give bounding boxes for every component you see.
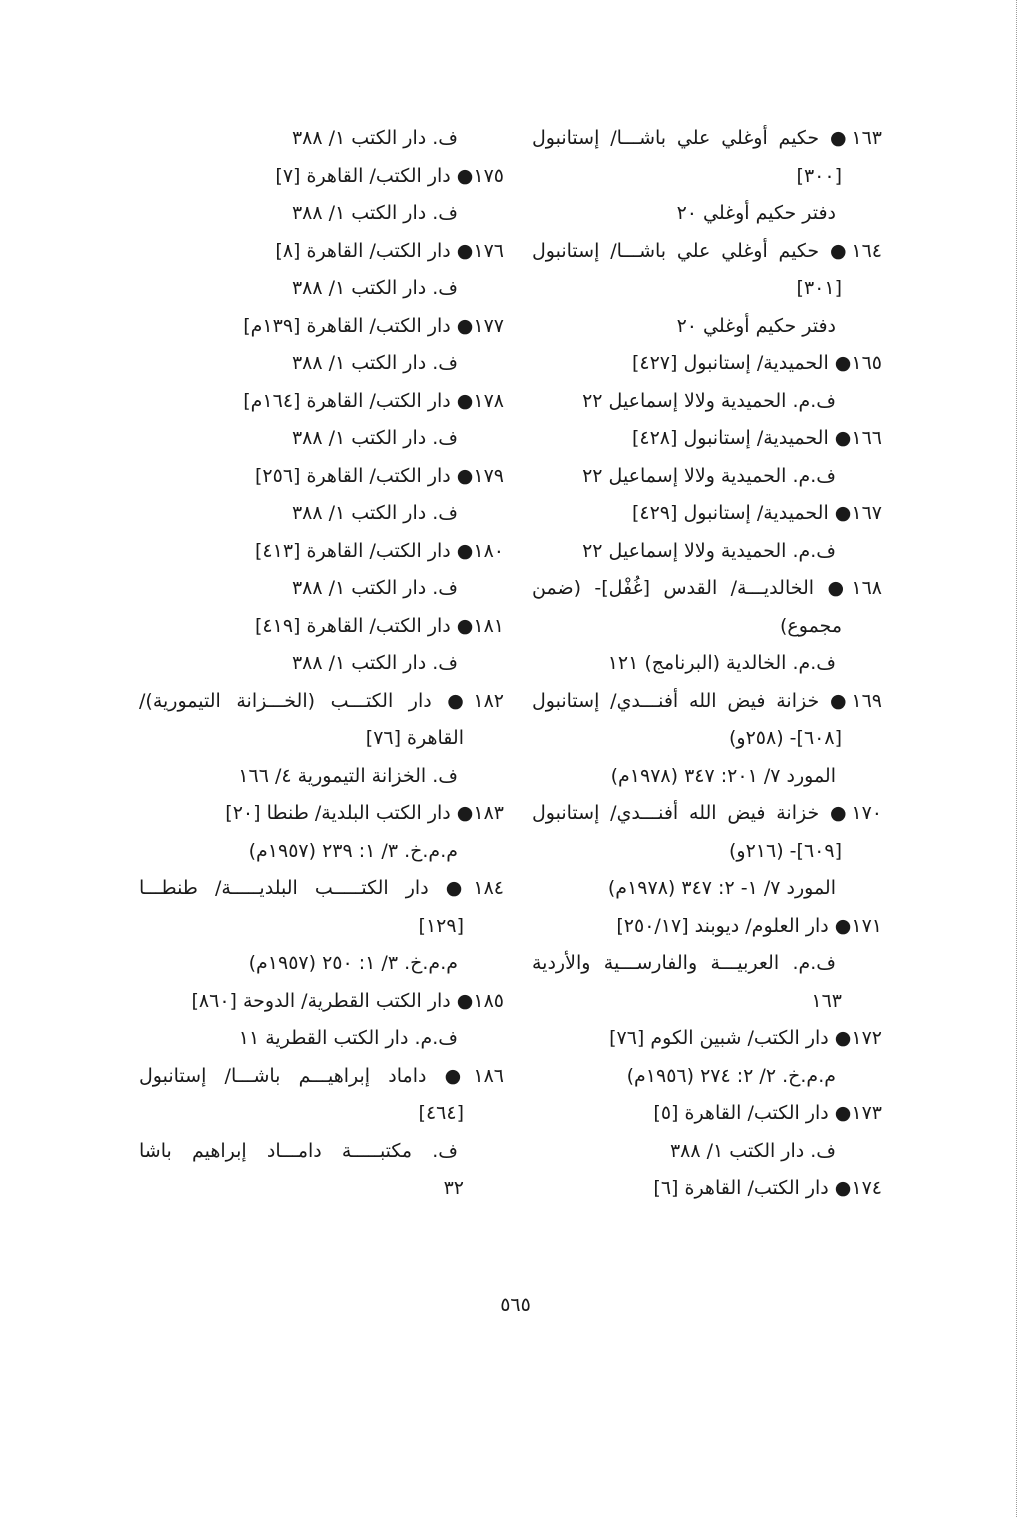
page-number: ٥٦٥ <box>500 1294 531 1316</box>
manuscript-entry: ١٦٥● الحميدية/ إستانبول [٤٢٧] <box>631 352 882 374</box>
entry-continuation: ٣٢ <box>443 1177 464 1199</box>
source-reference: ف. دار الكتب ١/ ٣٨٨ <box>291 577 458 599</box>
entry-continuation: [٣٠١] <box>796 277 842 299</box>
manuscript-entry: ١٦٤● حكيم أوغلي علي باشـــا/ إستانبول <box>532 239 882 262</box>
source-reference: ف. دار الكتب ١/ ٣٨٨ <box>291 352 458 374</box>
manuscript-entry: ١٨٢● دار الكتـــب (الخـــزانة التيمورية)/ <box>139 689 504 712</box>
entry-continuation: [٦٠٩]- (٢١٦و) <box>729 839 842 862</box>
source-reference: م.م.خ. ٣/ ١: ٢٣٩ (١٩٥٧م) <box>248 839 458 862</box>
source-reference: م.م.خ. ٣/ ١: ٢٥٠ (١٩٥٧م) <box>248 952 458 974</box>
source-reference: ف.م. الحميدية ولالا إسماعيل ٢٢ <box>582 389 836 412</box>
manuscript-entry: ١٨٦● داماد إبراهيـــم باشـــا/ إستانبول <box>139 1064 504 1087</box>
source-reference: ف.م. الخالدية (البرنامج) ١٢١ <box>607 652 836 674</box>
source-reference: ف. الخزانة التيمورية ٤/ ١٦٦ <box>238 764 458 787</box>
manuscript-entry: ١٧٨● دار الكتب/ القاهرة [١٦٤م] <box>243 389 504 412</box>
source-reference: ف. دار الكتب ١/ ٣٨٨ <box>669 1139 836 1162</box>
manuscript-entry: ١٧٢● دار الكتب/ شبين الكوم [٧٦] <box>609 1027 882 1049</box>
source-reference: ف. مكتبـــــة دامـــاد إبراهيم باشا <box>139 1139 458 1162</box>
manuscript-entry: ١٦٧● الحميدية/ إستانبول [٤٢٩] <box>631 502 882 524</box>
manuscript-entry: ١٧٠● خزانة فيض الله أفنـــدي/ إستانبول <box>532 802 882 824</box>
right-column <box>532 120 882 1208</box>
manuscript-entry: ١٦٣● حكيم أوغلي علي باشـــا/ إستانبول <box>532 127 882 149</box>
manuscript-entry: ١٧٦● دار الكتب/ القاهرة [٨] <box>275 239 504 262</box>
manuscript-entry: ١٨٣● دار الكتب البلدية/ طنطا [٢٠] <box>225 802 504 824</box>
source-reference: دفتر حكيم أوغلي ٢٠ <box>676 314 836 337</box>
manuscript-entry: ١٨٠● دار الكتب/ القاهرة [٤١٣] <box>254 539 504 562</box>
manuscript-entry: ١٨١● دار الكتب/ القاهرة [٤١٩] <box>254 614 504 637</box>
source-reference: دفتر حكيم أوغلي ٢٠ <box>676 202 836 224</box>
page-edge-line <box>1016 0 1017 1517</box>
source-reference: المورد ٧/ ١- ٢: ٣٤٧ (١٩٧٨م) <box>607 877 836 899</box>
source-reference: ف.م. الحميدية ولالا إسماعيل ٢٢ <box>582 539 836 562</box>
entry-continuation: [١٢٩] <box>418 914 464 937</box>
entry-continuation: [٦٠٨]- (٢٥٨و) <box>729 727 842 749</box>
entry-continuation: ١٦٣ <box>811 989 842 1012</box>
manuscript-entry: ١٨٥● دار الكتب القطرية/ الدوحة [٨٦٠] <box>191 989 504 1012</box>
source-reference: ف. دار الكتب ١/ ٣٨٨ <box>291 652 458 674</box>
source-reference: ف. دار الكتب ١/ ٣٨٨ <box>291 427 458 449</box>
manuscript-entry: ١٦٩● خزانة فيض الله أفنـــدي/ إستانبول <box>532 689 882 712</box>
left-column <box>139 120 504 1208</box>
source-reference: ف. دار الكتب ١/ ٣٨٨ <box>291 277 458 299</box>
entry-continuation: [٤٦٤] <box>418 1102 464 1124</box>
manuscript-entry: ١٨٤● دار الكتـــــب البلديـــــة/ طنطـــا <box>139 877 504 899</box>
manuscript-entry: ١٦٦● الحميدية/ إستانبول [٤٢٨] <box>631 427 882 449</box>
entry-continuation: مجموع) <box>780 614 842 637</box>
manuscript-entry: ١٧٧● دار الكتب/ القاهرة [١٣٩م] <box>243 314 504 337</box>
source-reference: ف.م. الحميدية ولالا إسماعيل ٢٢ <box>582 464 836 487</box>
manuscript-entry: ١٧١● دار العلوم/ ديوبند [٢٥٠/١٧] <box>616 914 882 937</box>
entry-continuation: القاهرة [٧٦] <box>365 727 464 749</box>
manuscript-entry: ١٦٨● الخالديـــة/ القدس [غُفْل]- (ضمن <box>532 577 882 599</box>
source-reference: المورد ٧/ ٢٠١: ٣٤٧ (١٩٧٨م) <box>610 764 836 787</box>
manuscript-entry: ١٧٩● دار الكتب/ القاهرة [٢٥٦] <box>254 464 504 487</box>
source-reference: ف.م. العربيـــة والفارســـية والأردية <box>532 952 836 974</box>
source-reference: ف. دار الكتب ١/ ٣٨٨ <box>291 502 458 524</box>
source-reference: ف.م. دار الكتب القطرية ١١ <box>238 1027 458 1049</box>
manuscript-entry: ١٧٣● دار الكتب/ القاهرة [٥] <box>653 1102 882 1124</box>
source-reference: ف. دار الكتب ١/ ٣٨٨ <box>291 127 458 149</box>
entry-continuation: [٣٠٠] <box>796 164 842 187</box>
source-reference: م.م.خ. ٢/ ٢: ٢٧٤ (١٩٥٦م) <box>626 1064 836 1087</box>
source-reference: ف. دار الكتب ١/ ٣٨٨ <box>291 202 458 224</box>
manuscript-entry: ١٧٥● دار الكتب/ القاهرة [٧] <box>275 164 504 187</box>
manuscript-entry: ١٧٤● دار الكتب/ القاهرة [٦] <box>653 1177 882 1199</box>
